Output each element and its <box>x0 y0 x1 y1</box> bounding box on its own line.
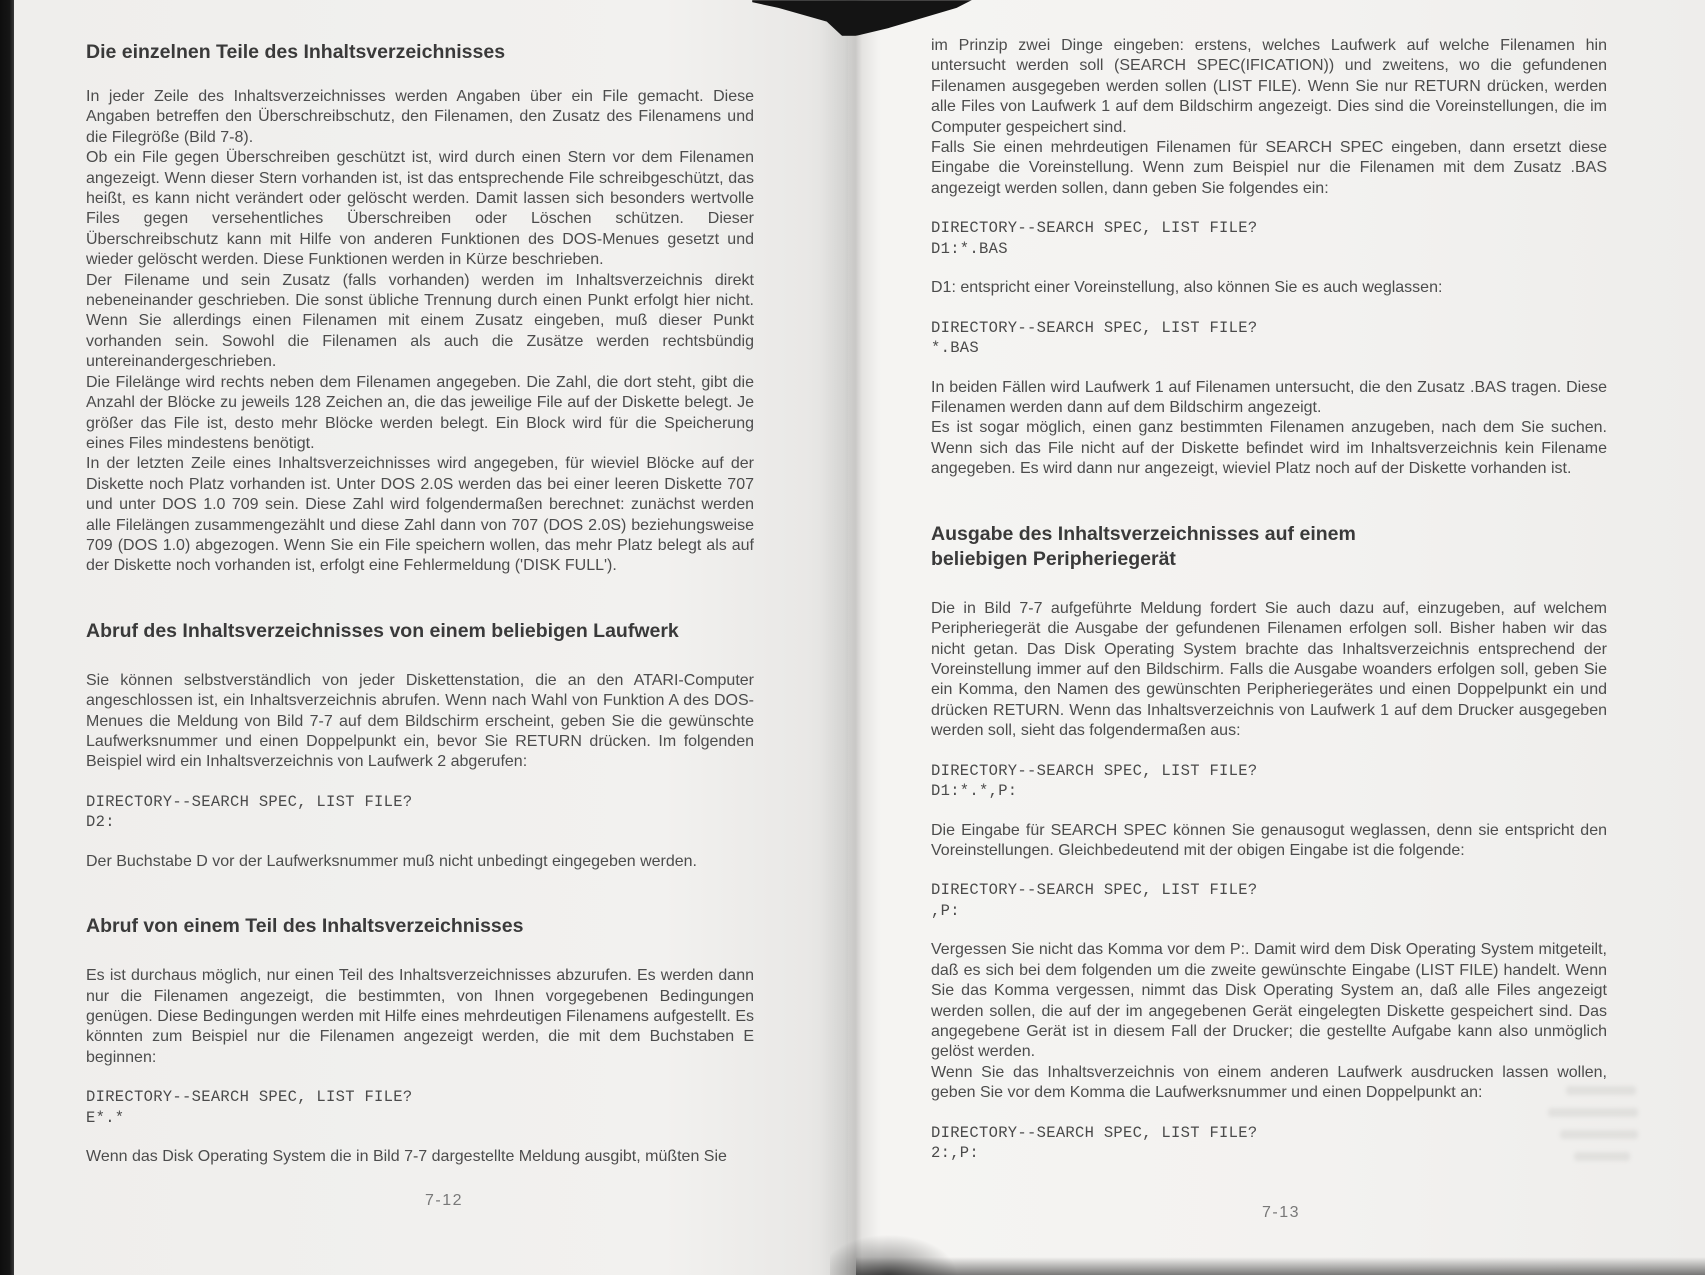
dos-prompt-line: DIRECTORY--SEARCH SPEC, LIST FILE? <box>931 881 1258 900</box>
paragraph: Sie können selbstverständlich von jeder Diskettenstation, die an den ATARI-Computer angeschlossen ist, ein Inhaltsverzeichnis abrufen. Wenn nach Wahl von Funktion A des DOS-Menues die Meldung von Bild 7-7 auf dem Bildschirm erscheint, geben Sie die gewünschte Laufwerksnummer und einen Doppelpunkt ein, bevor Sie RETURN drücken. Im folgenden Beispiel wird ein Inhaltsverzeichnis von Laufwerk 2 abgerufen: <box>86 671 754 771</box>
paragraph: Der Buchstabe D vor der Laufwerksnummer muß nicht unbedingt eingegeben werden. <box>86 852 697 870</box>
bleed-through-mark <box>1548 1108 1638 1117</box>
dos-prompt-line: DIRECTORY--SEARCH SPEC, LIST FILE? <box>931 1123 1258 1142</box>
paragraph: D1: entspricht einer Voreinstellung, also können Sie es auch weglassen: <box>931 279 1443 297</box>
scan-edge-left <box>0 0 14 1275</box>
bleed-through-mark <box>1566 1086 1636 1095</box>
paragraph: Der Filename und sein Zusatz (falls vorhanden) werden im Inhaltsverzeichnis direkt nebeneinander geschrieben. Die sonst übliche Trennung durch einen Punkt erfolgt hier nicht. Wenn Sie allerdings einen Filenamen mit einem Zusatz eingeben, muß dieser Punkt vorhanden sein. Sowohl die Filenamen als auch die Zusätze werden rechtsbündig untereinandergeschrieben. <box>86 271 754 371</box>
paragraph: Die Filelänge wird rechts neben dem Filenamen angegeben. Die Zahl, die dort steht, gibt die Anzahl der Blöcke zu jeweils 128 Zeichen an, die das jeweilige File auf der Diskette belegt. Je größer das File ist, desto mehr Blöcke werden belegt. Ein Block wird für die Speicherung eines Files mindestens benötigt. <box>86 373 754 452</box>
dos-prompt-example <box>931 318 1607 359</box>
paragraph: Wenn das Disk Operating System die in Bild 7-7 dargestellte Meldung ausgibt, müßten Sie <box>86 1148 727 1166</box>
dos-prompt-example <box>86 1087 754 1128</box>
dos-input-line: D2: <box>86 813 115 832</box>
bleed-through-mark <box>1574 1152 1630 1161</box>
page-number-left: 7-12 <box>425 1192 464 1209</box>
paragraph: Es ist sogar möglich, einen ganz bestimmten Filenamen anzugeben, nach dem Sie suchen. Wenn sich das File nicht auf der Diskette befindet wird im Inhaltsverzeichnis kein Filename angegeben. Es wird dann nur angezeigt, wieviel Platz noch auf der Diskette vorhanden ist. <box>931 419 1607 478</box>
page-right-text-column <box>931 36 1607 1183</box>
dos-input-line: 2:,P: <box>931 1144 980 1163</box>
book-gutter-bottom-shadow <box>830 1233 960 1275</box>
dos-prompt-example <box>86 792 754 833</box>
dos-prompt-line: DIRECTORY--SEARCH SPEC, LIST FILE? <box>931 318 1258 337</box>
paragraph: Es ist durchaus möglich, nur einen Teil des Inhaltsverzeichnisses abzurufen. Es werden dann nur die Filenamen angezeigt, die bestimmten, von Ihnen vorgegebenen Bedingungen genügen. Diese Bedingungen werden mit Hilfe eines mehrdeutigen Filenamens aufgestellt. Es könnten zum Beispiel nur die Filenamen angezeigt werden, die mit dem Buchstaben E beginnen: <box>86 967 754 1066</box>
paragraph: Falls Sie einen mehrdeutigen Filenamen für SEARCH SPEC eingeben, dann ersetzt diese Eingabe die Voreinstellung. Wenn zum Beispiel nur die Filenamen mit dem Zusatz .BAS angezeigt werden sollen, dann geben Sie folgendes ein: <box>931 139 1607 197</box>
dos-input-line: D1:*.*,P: <box>931 782 1018 801</box>
section-heading: Abruf des Inhaltsverzeichnisses von einem beliebigen Laufwerk <box>86 619 679 642</box>
paragraph: Die in Bild 7-7 aufgeführte Meldung fordert Sie auch dazu auf, einzugeben, auf welchem Peripheriegerät die Ausgabe der gefundenen Filenamen erfolgen soll. Bisher haben wir das nicht getan. Das Disk Operating System brachte das Inhaltsverzeichnis entsprechend der Voreinstellung immer auf den Bildschirm. Falls die Ausgabe woanders erfolgen soll, geben Sie ein Komma, den Namen des gewünschten Peripheriegerätes und einen Doppelpunkt ein und drücken RETURN. Wenn das Inhaltsverzeichnis von Laufwerk 1 auf dem Drucker ausgegeben werden soll, sieht das folgendermaßen aus: <box>931 599 1607 740</box>
paragraph: im Prinzip zwei Dinge eingeben: erstens, welches Laufwerk auf welche Filenamen hin untersucht werden soll (SEARCH SPEC(IFICATION)) und zweitens, wo die gefundenen Filenamen ausgegeben werden sollen (LIST FILE). Wenn Sie nur RETURN drücken, werden alle Files von Laufwerk 1 auf dem Bildschirm angezeigt. Dies sind die Voreinstellungen, die im Computer gespeichert sind. <box>931 37 1607 136</box>
dos-prompt-line: DIRECTORY--SEARCH SPEC, LIST FILE? <box>931 219 1258 238</box>
book-gutter-shadow <box>820 0 882 1275</box>
paragraph: Wenn Sie das Inhaltsverzeichnis von einem anderen Laufwerk ausdrucken lassen wollen, geben Sie vor dem Komma die Laufwerksnummer und einen Doppelpunkt an: <box>931 1063 1607 1102</box>
paragraph: In beiden Fällen wird Laufwerk 1 auf Filenamen untersucht, die den Zusatz .BAS tragen. Diese Filenamen werden dann auf dem Bildschirm angezeigt. <box>931 378 1607 417</box>
dos-prompt-example <box>931 761 1607 802</box>
paragraph: Ob ein File gegen Überschreiben geschützt ist, wird durch einen Stern vor dem Filenamen angezeigt. Wenn dieser Stern vorhanden ist, ist das entsprechende File schreibgeschützt, das heißt, es kann nicht verändert oder gelöscht werden. Damit lassen sich besonders wertvolle Files gegen versehentliches Überschreiben oder Löschen schützen. Dieser Überschreibschutz kann mit Hilfe von anderen Funktionen des DOS-Menues gesetzt und wieder gelöscht werden. Diese Funktionen werden in Kürze beschrieben. <box>86 149 754 269</box>
dos-input-line: E*.* <box>86 1108 125 1127</box>
section-heading-line2: beliebigen Peripheriegerät <box>931 547 1176 570</box>
section-heading: Abruf von einem Teil des Inhaltsverzeichnisses <box>86 915 524 938</box>
dos-prompt-example <box>931 1123 1607 1164</box>
section-heading-line1: Ausgabe des Inhaltsverzeichnisses auf einem <box>931 522 1356 545</box>
paragraph: In jeder Zeile des Inhaltsverzeichnisses werden Angaben über ein File gemacht. Diese Angaben betreffen den Überschreibschutz, den Filenamen, den Zusatz des Filenamens und die Filegröße (Bild 7-8). <box>86 88 754 146</box>
section-heading: Die einzelnen Teile des Inhaltsverzeichnisses <box>86 41 506 63</box>
page-left <box>14 0 848 1275</box>
section-heading <box>931 522 1607 572</box>
dos-prompt-example <box>931 218 1607 259</box>
page-right <box>848 0 1705 1275</box>
page-left-text-column <box>86 40 754 1168</box>
dos-input-line: ,P: <box>931 901 960 920</box>
dos-input-line: D1:*.BAS <box>931 239 1008 258</box>
dos-prompt-example <box>931 880 1607 921</box>
bleed-through-mark <box>1560 1130 1638 1139</box>
paragraph: Vergessen Sie nicht das Komma vor dem P:. Damit wird dem Disk Operating System mitgeteilt, daß es sich bei dem folgenden um die zweite gewünschte Eingabe (LIST FILE) handelt. Wenn Sie das Komma vergessen, nimmt das Disk Operating System an, daß alle Files angezeigt werden sollen, die auf der im angegebenen Gerät eingelegten Diskette gespeichert sind. Das angegebene Gerät ist in diesem Fall der Drucker; die gestellte Aufgabe kann also unmöglich gelöst werden. <box>931 941 1607 1061</box>
dos-prompt-line: DIRECTORY--SEARCH SPEC, LIST FILE? <box>86 1088 413 1107</box>
scan-edge-bottom-shadow <box>856 1257 1705 1275</box>
paragraph: In der letzten Zeile eines Inhaltsverzeichnisses wird angegeben, für wieviel Blöcke auf der Diskette noch Platz vorhanden ist. Unter DOS 2.0S werden das bei einer leeren Diskette 707 und unter DOS 1.0 709 sein. Diese Zahl wird folgendermaßen berechnet: zunächst werden alle Filelängen zusammengezählt und diese Zahl dann von 707 (DOS 2.0S) beziehungsweise 709 (DOS 1.0) abgezogen. Wenn Sie ein File speichern wollen, das mehr Platz belegt als auf der Diskette noch vorhanden ist, erfolgt eine Fehlermeldung ('DISK FULL'). <box>86 455 754 575</box>
paragraph: Die Eingabe für SEARCH SPEC können Sie genausogut weglassen, denn sie entspricht den Voreinstellungen. Gleichbedeutend mit der obigen Eingabe ist die folgende: <box>931 821 1607 859</box>
dos-prompt-line: DIRECTORY--SEARCH SPEC, LIST FILE? <box>931 761 1258 780</box>
dos-input-line: *.BAS <box>931 339 980 358</box>
dos-prompt-line: DIRECTORY--SEARCH SPEC, LIST FILE? <box>86 792 413 811</box>
page-number-right: 7-13 <box>1262 1204 1301 1221</box>
